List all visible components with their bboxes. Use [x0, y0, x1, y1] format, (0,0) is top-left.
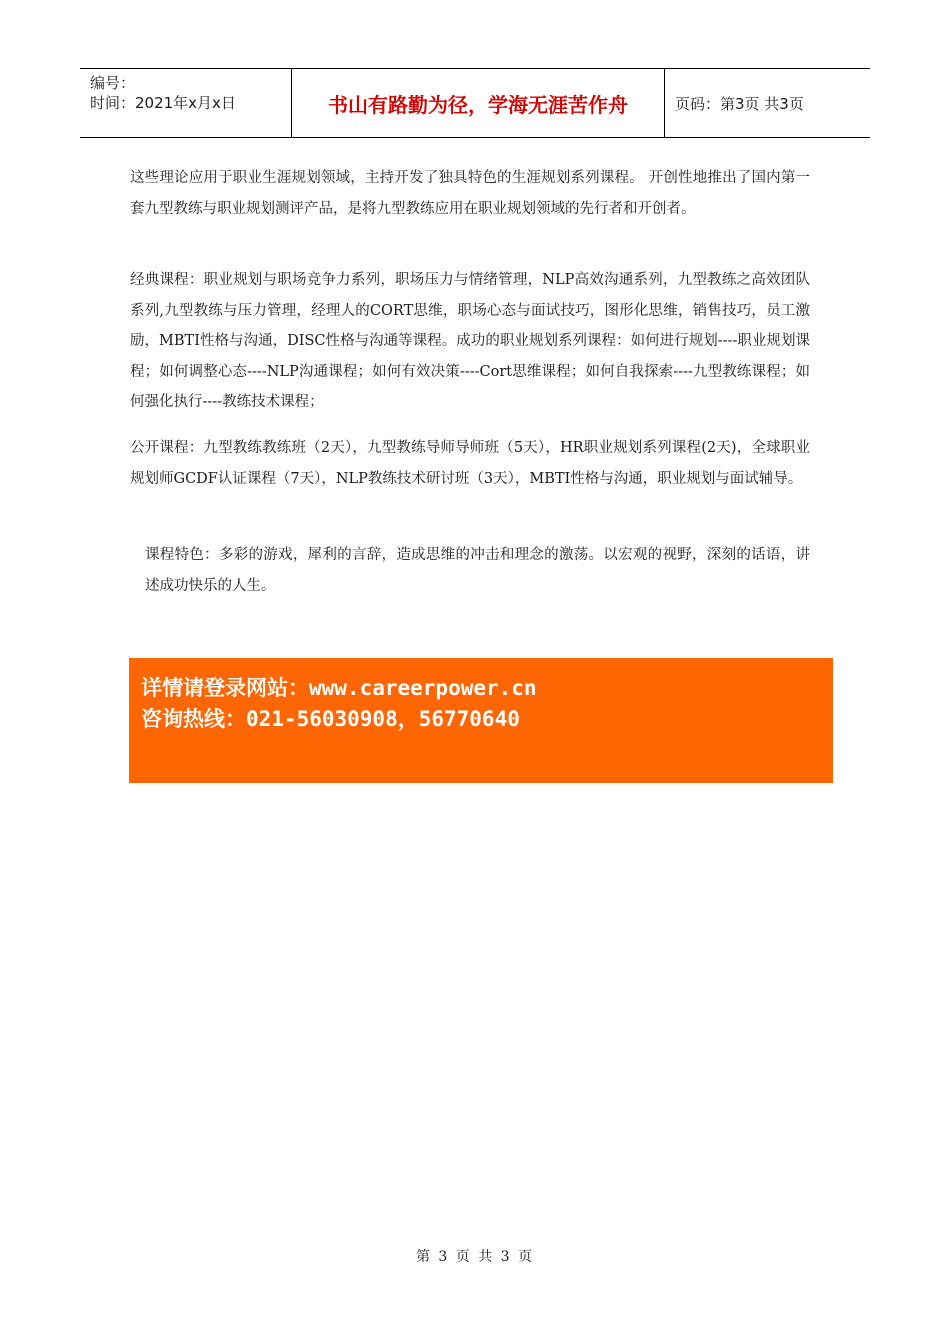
- header-motto: 书山有路勤为径，学海无涯苦作舟: [292, 69, 665, 137]
- website-link[interactable]: www.careerpower.cn: [309, 676, 537, 700]
- website-line: [141, 672, 537, 702]
- hotline-number: 021-56030908，56770640: [246, 707, 520, 731]
- contact-banner: [129, 658, 833, 783]
- header-page-info: 页码：第3页 共3页: [675, 94, 804, 113]
- document-number-label: 编号：: [90, 74, 136, 92]
- body-paragraph-classic-courses: 经典课程：职业规划与职场竞争力系列，职场压力与情绪管理，NLP高效沟通系列，九型教练之高效团队系列,九型教练与压力管理，经理人的CORT思维，职场心态与面试技巧，图形化思维，销售技巧，员工激励，MBTI性格与沟通，DISC性格与沟通等课程。成功的职业规划系列课程：如何进行规划----职业规划课程；如何调整心态----NLP沟通课程；如何有效决策----Cort思维课程；如何自我探索----九型教练课程；如何强化执行----教练技术课程；: [130, 272, 810, 410]
- website-label: 详情请登录网站：: [141, 676, 309, 700]
- hotline-label: 咨询热线：: [141, 707, 246, 731]
- document-date: 时间：2021年x月x日: [90, 94, 236, 112]
- header-meta: [80, 69, 292, 137]
- hotline-line: [141, 703, 520, 733]
- page-footer: 第 3 页 共 3 页: [415, 1249, 535, 1265]
- page-header: [80, 68, 870, 138]
- body-paragraph-public-courses: 公开课程：九型教练教练班（2天），九型教练导师导师班（5天），HR职业规划系列课程(2天)，全球职业规划师GCDF认证课程（7天），NLP教练技术研讨班（3天），MBTI性格与沟通，职业规划与面试辅导。: [130, 440, 810, 487]
- body-paragraph-theory: 这些理论应用于职业生涯规划领域，主持开发了独具特色的生涯规划系列课程。 开创性地推出了国内第一套九型教练与职业规划测评产品，是将九型教练应用在职业规划领域的先行者和开创者。: [130, 170, 810, 217]
- body-paragraph-course-features: 课程特色：多彩的游戏，犀利的言辞，造成思维的冲击和理念的激荡。以宏观的视野，深刻的话语，讲述成功快乐的人生。: [145, 547, 810, 594]
